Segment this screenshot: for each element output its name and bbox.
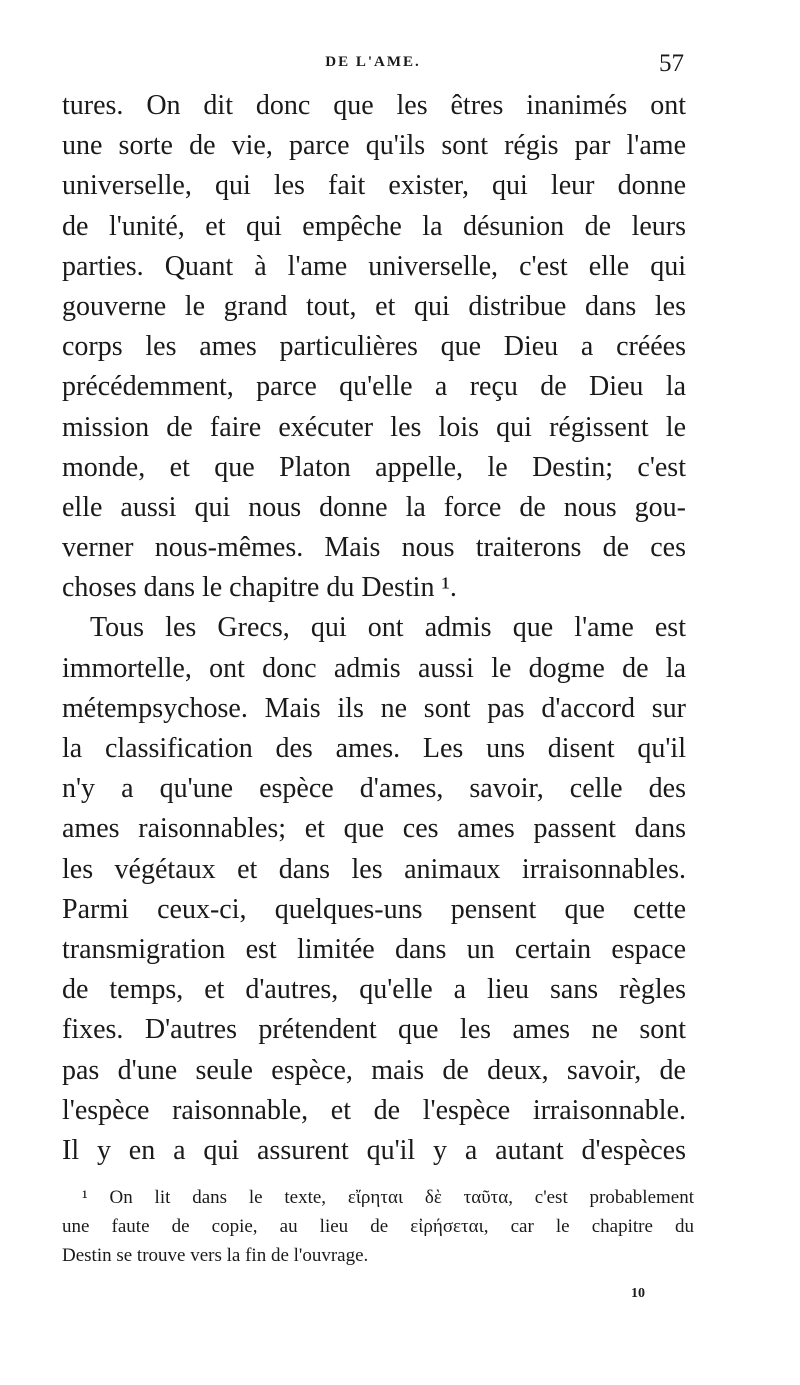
- text-line: fixes. D'autres prétendent que les ames ne sont: [62, 1014, 686, 1046]
- text-line: la classification des ames. Les uns disent qu'il: [62, 733, 686, 764]
- text-line: l'espèce raisonnable, et de l'espèce irraisonnable.: [62, 1094, 686, 1126]
- text-line: gouverne le grand tout, et qui distribue dans les: [62, 290, 686, 322]
- text-line: verner nous-mêmes. Mais nous traiterons de ces: [62, 532, 686, 564]
- running-head: [62, 50, 684, 80]
- signature-mark: 10: [631, 1286, 645, 1301]
- text-line: de l'unité, et qui empêche la désunion de leurs: [62, 210, 686, 242]
- text-line: une sorte de vie, parce qu'ils sont régis par l'ame: [62, 130, 686, 162]
- page-number: 57: [659, 50, 684, 77]
- text-line: Tous les Grecs, qui ont admis que l'ame est: [90, 612, 686, 644]
- text-line: immortelle, ont donc admis aussi le dogme de la: [62, 652, 686, 684]
- text-line: Il y en a qui assurent qu'il y a autant d'espèces: [62, 1134, 686, 1166]
- footnote-line: une faute de copie, au lieu de εἰρήσεται, car le chapitre du: [62, 1216, 694, 1237]
- text-line: pas d'une seule espèce, mais de deux, savoir, de: [62, 1054, 686, 1086]
- text-line: transmigration est limitée dans un certain espace: [62, 933, 686, 965]
- text-line: métempsychose. Mais ils ne sont pas d'accord sur: [62, 692, 686, 724]
- text-line: corps les ames particulières que Dieu a créées: [62, 331, 686, 363]
- body-text: [62, 86, 686, 1171]
- text-line: mission de faire exécuter les lois qui régissent le: [62, 411, 686, 443]
- text-line: Parmi ceux-ci, quelques-uns pensent que cette: [62, 893, 686, 925]
- text-line: précédemment, parce qu'elle a reçu de Dieu la: [62, 371, 686, 403]
- text-line: de temps, et d'autres, qu'elle a lieu sans règles: [62, 974, 686, 1006]
- footnote-line: ¹ On lit dans le texte, εἴρηται δὲ ταῦτα, c'est probablement: [82, 1187, 694, 1208]
- text-line: les végétaux et dans les animaux irraisonnables.: [62, 853, 686, 885]
- text-line: tures. On dit donc que les êtres inanimés ont: [62, 90, 686, 121]
- text-line: ames raisonnables; et que ces ames passent dans: [62, 813, 686, 845]
- text-line: monde, et que Platon appelle, le Destin; c'est: [62, 451, 686, 483]
- running-title: DE L'AME.: [325, 54, 421, 70]
- text-line: elle aussi qui nous donne la force de nous gou-: [62, 491, 686, 523]
- text-line: n'y a qu'une espèce d'ames, savoir, celle des: [62, 773, 686, 805]
- footnote-line: Destin se trouve vers la fin de l'ouvrage.: [62, 1245, 369, 1266]
- footnote: [62, 1183, 694, 1270]
- text-line: choses dans le chapitre du Destin ¹.: [62, 572, 457, 604]
- text-line: universelle, qui les fait exister, qui leur donne: [62, 170, 686, 202]
- text-line: parties. Quant à l'ame universelle, c'est elle qui: [62, 250, 686, 282]
